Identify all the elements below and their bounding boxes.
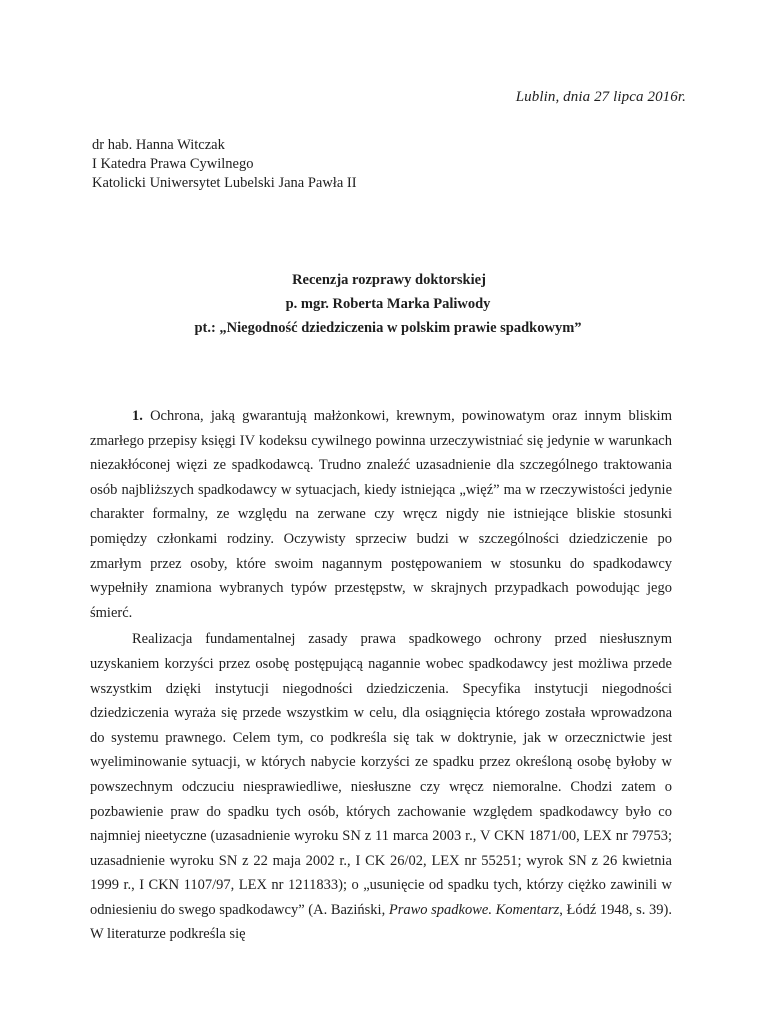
paragraph-1 xyxy=(90,404,672,625)
sender-university: Katolicki Uniwersytet Lubelski Jana Pawła II xyxy=(92,175,357,191)
document-title xyxy=(0,268,768,340)
paragraph-2-text-end: , Łódź 1948, s. 39). W literaturze podkreśla się xyxy=(90,901,673,943)
sender-department: I Katedra Prawa Cywilnego xyxy=(92,156,254,172)
paragraph-number: 1. xyxy=(132,408,143,424)
cited-work-title: Prawo spadkowe. Komentarz xyxy=(388,901,560,918)
sender-name: dr hab. Hanna Witczak xyxy=(92,137,225,153)
title-line-review: Recenzja rozprawy doktorskiej xyxy=(292,272,486,288)
letter-date: Lublin, dnia 27 lipca 2016r. xyxy=(515,89,686,105)
paragraph-2-text: Realizacja fundamentalnej zasady prawa spadkowego ochrony przed niesłusznym uzyskaniem korzyści przez osobę postępującą nagannie wobec spadkodawcy jest możliwa przede wszystkim dzięki instytucji niegodności dziedziczenia. Specyfika instytucji niegodności dziedziczenia wyraża się przede wszystkim w celu, dla osiągnięcia którego została wprowadzona do systemu prawnego. Celem tym, co podkreśla się tak w doktrynie, jak w orzecznictwie jest wyeliminowanie sytuacji, w których nabycie korzyści ze spadku przez określoną osobę byłoby w powszechnym odczuciu niesprawiedliwe, niesłuszne czy wręcz niemoralne. Chodzi zatem o pozbawienie praw do spadku tych osób, których zachowanie względem spadkodawcy było co najmniej nieetyczne (uzasadnienie wyroku SN z 11 marca 2003 r., V CKN 1871/00, LEX nr 79753; uzasadnienie wyroku SN z 22 maja 2002 r., I CK 26/02, LEX nr 55251; wyrok SN z 26 kwietnia 1999 r., I CKN 1107/97, LEX nr 1211833); o „usunięcie od spadku tych, którzy ciężko zawinili w odniesieniu do swego spadkodawcy” (A. Baziński, xyxy=(90,631,672,918)
sender-block xyxy=(92,136,357,193)
document-body xyxy=(90,404,672,947)
title-line-author: p. mgr. Roberta Marka Paliwody xyxy=(285,296,491,312)
paragraph-2 xyxy=(90,627,672,947)
paragraph-1-text: Ochrona, jaką gwarantują małżonkowi, krewnym, powinowatym oraz innym bliskim zmarłego przepisy księgi IV kodeksu cywilnego powinna urzeczywistniać się jedynie w warunkach niezakłóconej więzi ze spadkodawcą. Trudno znaleźć uzasadnienie dla szczególnego traktowania osób najbliższych spadkodawcy w sytuacjach, kiedy istniejąca „więź” ma w rzeczywistości jedynie charakter formalny, ze względu na zerwane czy wręcz nigdy nie istniejące bliskie stosunki pomiędzy członkami rodziny. Oczywisty sprzeciw budzi w szczególności dziedziczenie po zmarłym przez osoby, które swoim nagannym postępowaniem w stosunku do spadkodawcy wypełniły znamiona wybranych typów przestępstw, w skrajnych przypadkach powodując jego śmierć. xyxy=(90,408,672,621)
title-line-thesis: pt.: „Niegodność dziedziczenia w polskim prawie spadkowym” xyxy=(194,320,582,336)
